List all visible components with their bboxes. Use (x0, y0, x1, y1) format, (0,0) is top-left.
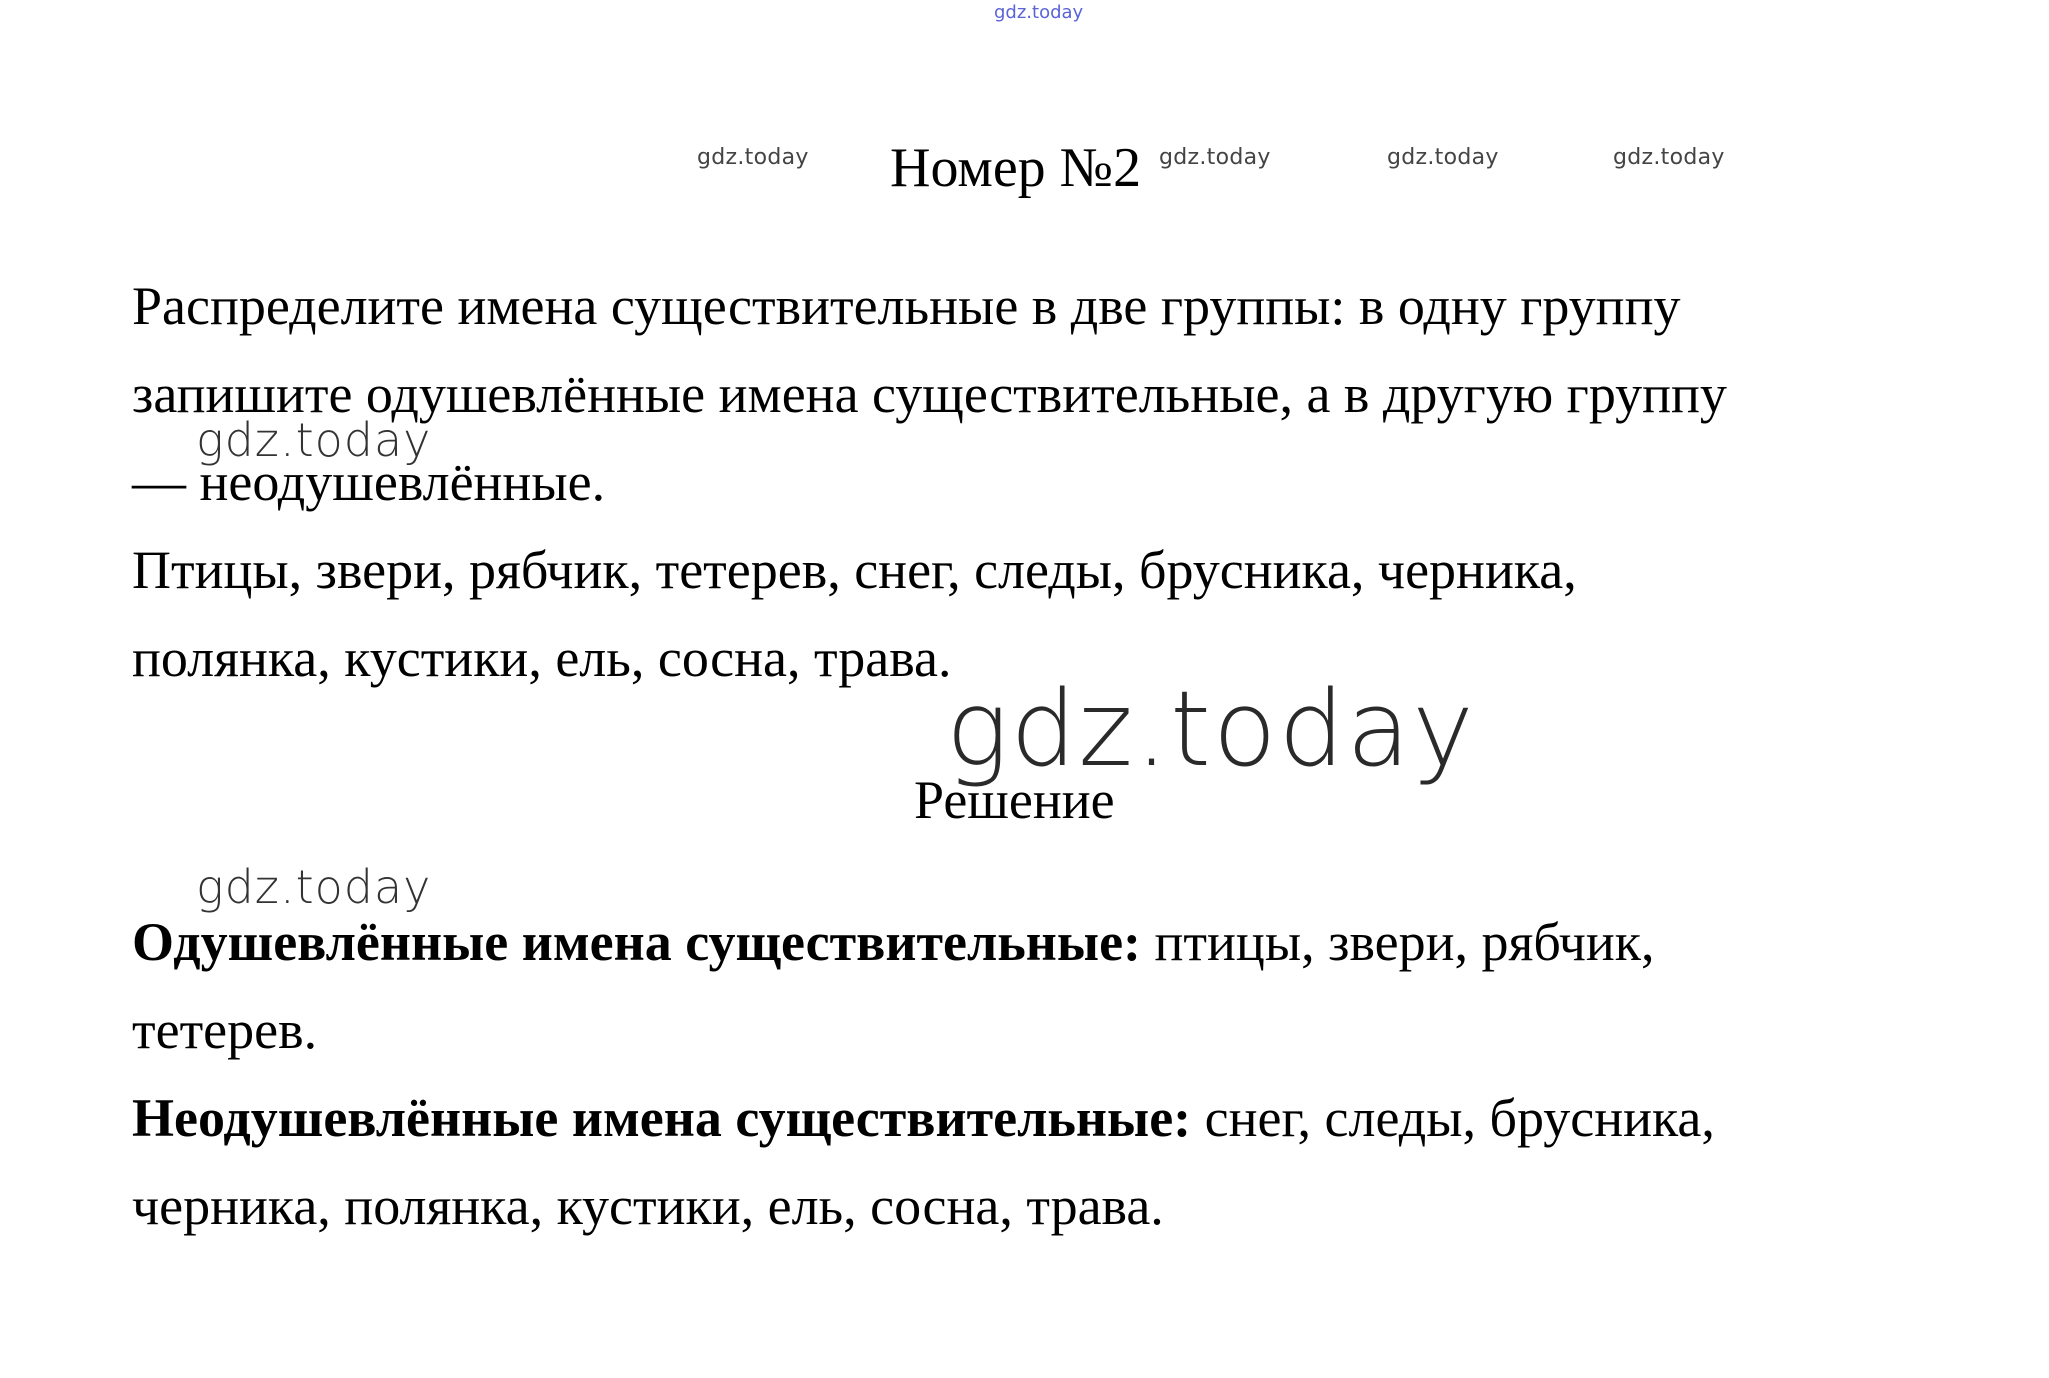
answer-inanimate-line-2: черника, полянка, кустики, ель, сосна, трава. (132, 1176, 1164, 1236)
watermark-header-3: gdz.today (1387, 145, 1499, 170)
inanimate-words: снег, следы, брусника, (1191, 1088, 1715, 1148)
task-line-3: — неодушевлённые. (132, 452, 606, 512)
watermark-top: gdz.today (994, 2, 1084, 23)
answer-animate-line-2: тетерев. (132, 1000, 318, 1060)
watermark-header-4: gdz.today (1613, 145, 1725, 170)
task-line-1: Распределите имена существительные в две группы: в одну группу (132, 276, 1681, 336)
animate-words: птицы, звери, рябчик, (1141, 912, 1655, 972)
answer-animate-line-1 (132, 912, 1655, 972)
answer-inanimate-line-1 (132, 1088, 1715, 1148)
watermark-header-1: gdz.today (697, 145, 809, 170)
inanimate-label: Неодушевлённые имена существительные: (132, 1088, 1192, 1148)
animate-label: Одушевлённые имена существительные: (132, 912, 1142, 972)
task-line-5: полянка, кустики, ель, сосна, трава. (132, 628, 952, 688)
page-title: Номер №2 (890, 137, 1142, 199)
watermark-header-2: gdz.today (1159, 145, 1271, 170)
watermark-task-overlay: gdz.today (196, 413, 432, 467)
task-line-2: запишите одушевлённые имена существительные, а в другую группу (132, 364, 1727, 424)
watermark-solution-overlay: gdz.today (196, 860, 432, 914)
watermark-big-center: gdz.today (946, 668, 1476, 790)
task-line-4: Птицы, звери, рябчик, тетерев, снег, следы, брусника, черника, (132, 540, 1577, 600)
solution-heading: Решение (914, 770, 1115, 830)
